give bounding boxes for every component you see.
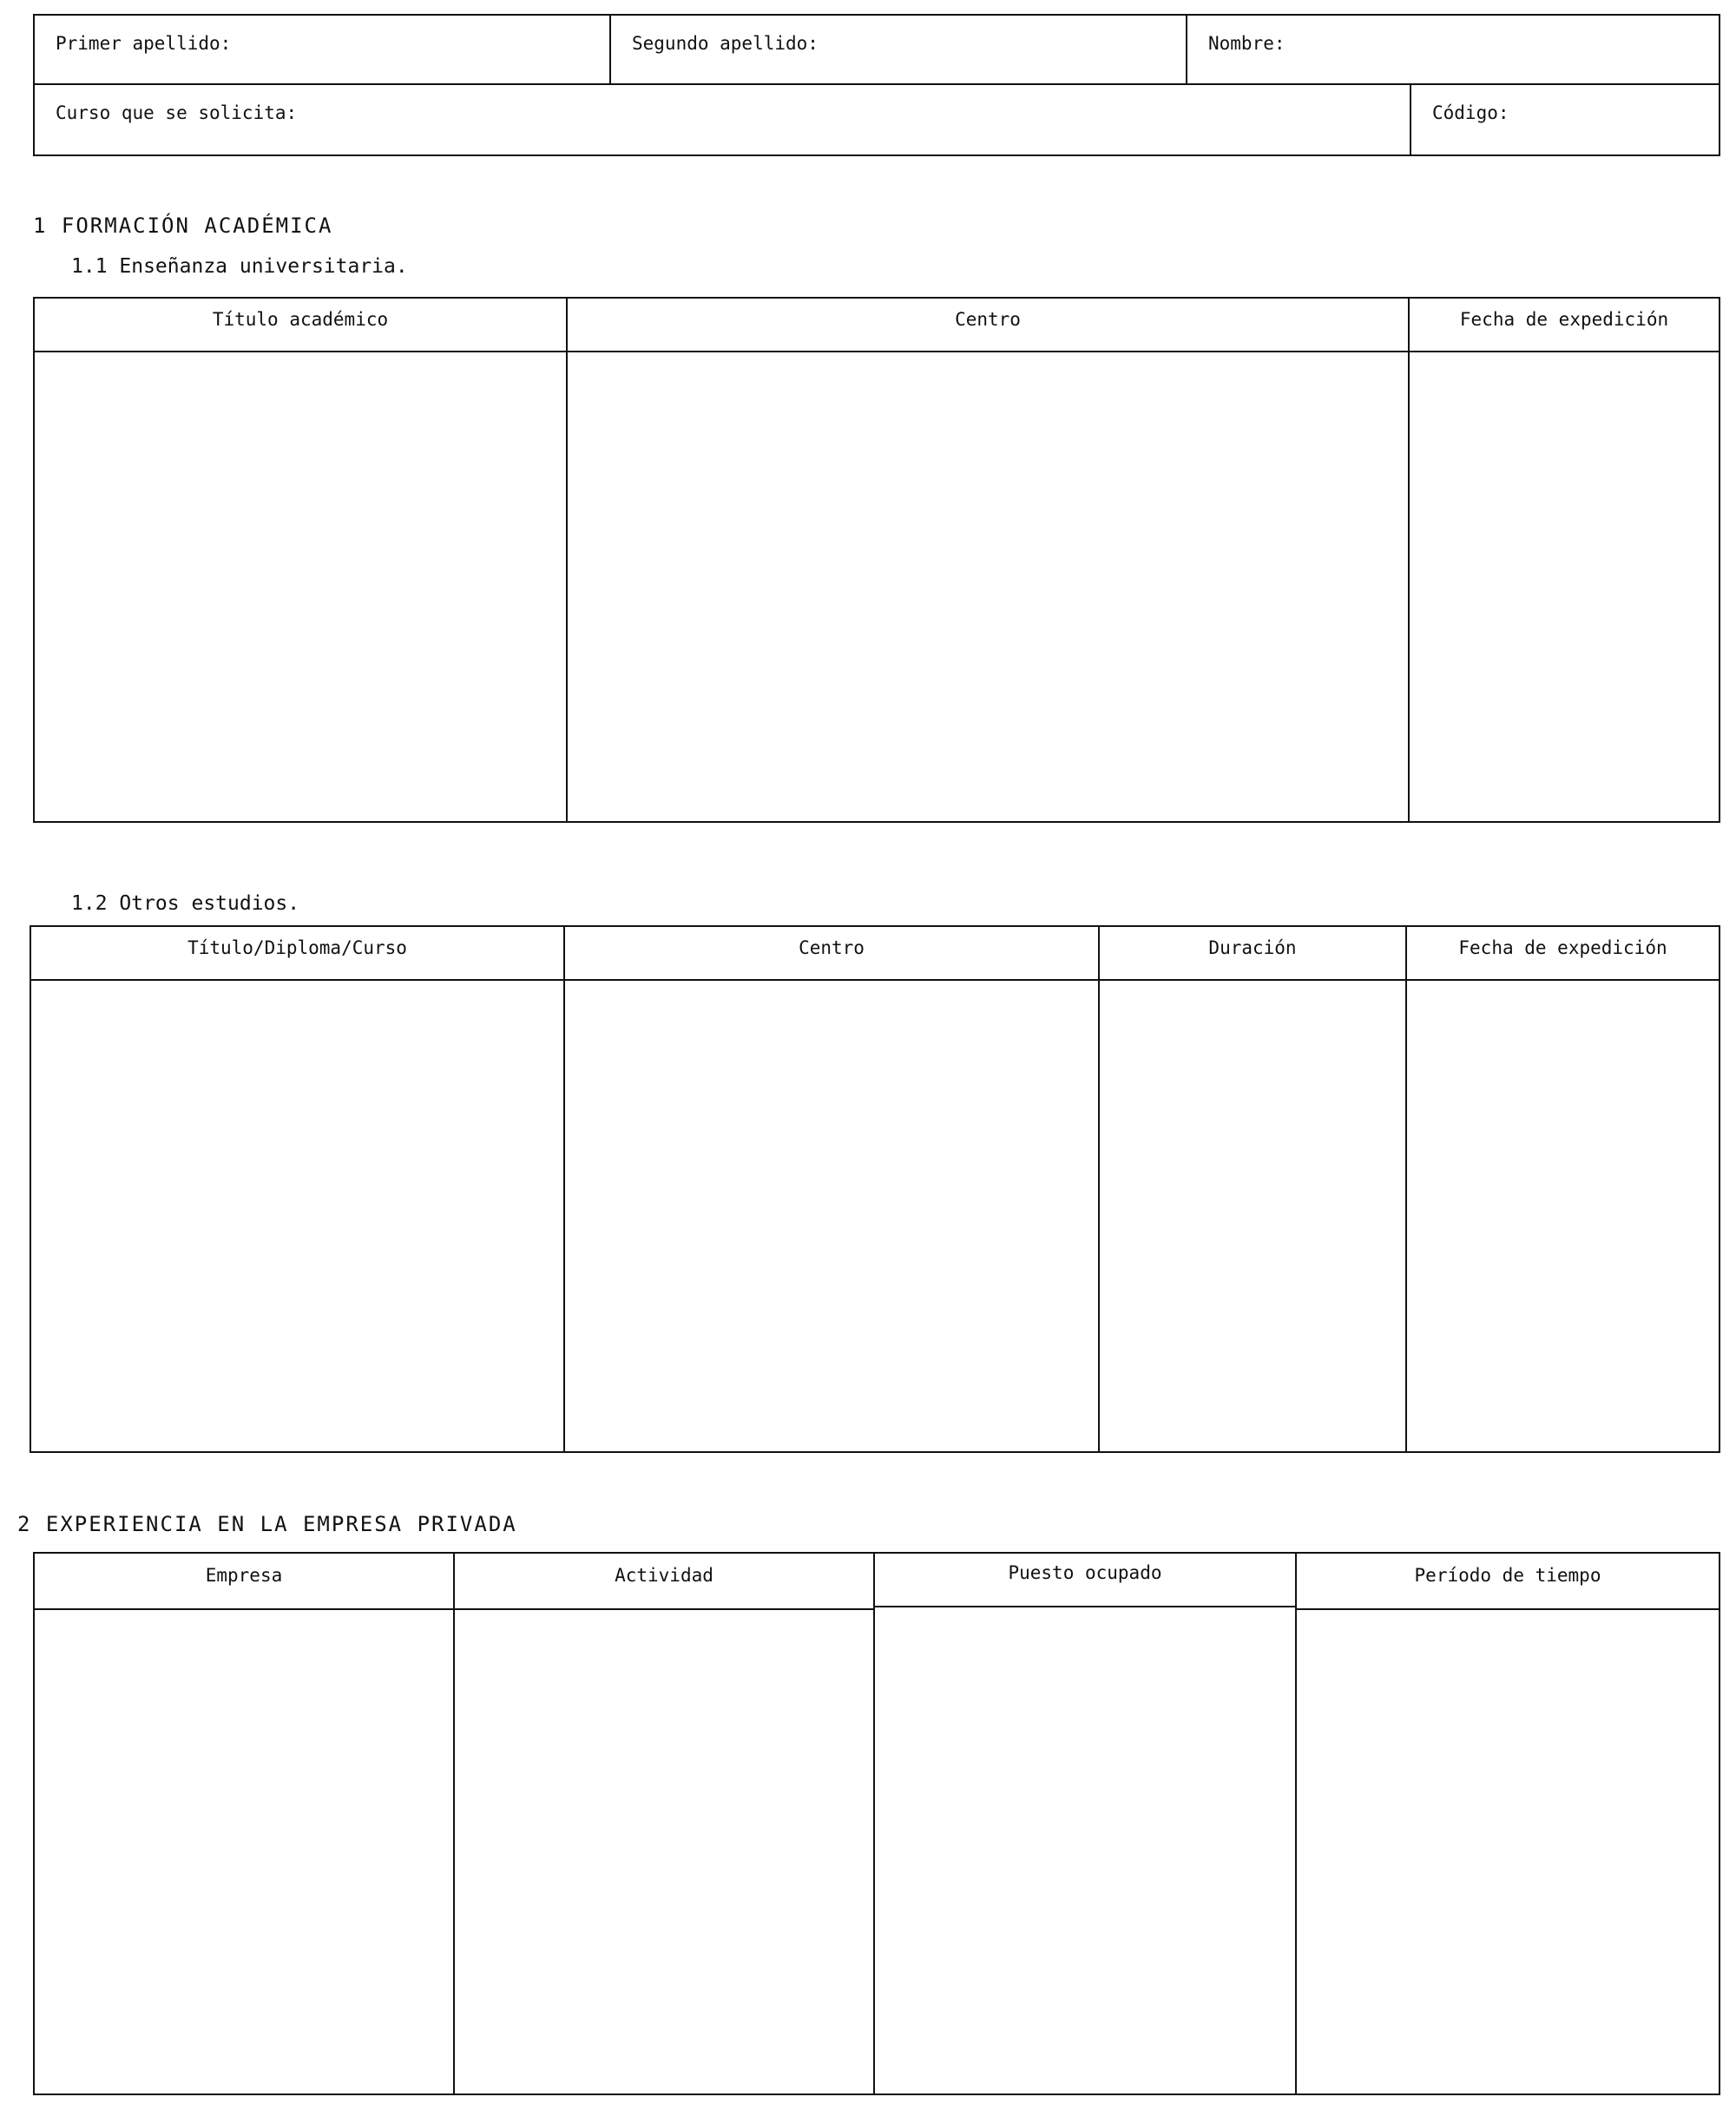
section-1-1-title: 1.1 Enseñanza universitaria. xyxy=(71,255,408,278)
identification-row-names xyxy=(35,16,1719,85)
cell-fecha-expedicion[interactable] xyxy=(1410,340,1719,821)
table-ensenanza-universitaria xyxy=(33,297,1720,823)
column-titulo-academico xyxy=(35,299,568,821)
cell-centro[interactable] xyxy=(565,969,1098,1451)
codigo-field[interactable] xyxy=(1411,85,1719,154)
header-duracion: Duración xyxy=(1100,927,1405,981)
header-centro: Centro xyxy=(565,927,1098,981)
segundo-apellido-label: Segundo apellido: xyxy=(632,33,819,54)
identification-box xyxy=(33,14,1720,156)
primer-apellido-label: Primer apellido: xyxy=(56,33,232,54)
header-fecha-expedicion: Fecha de expedición xyxy=(1407,927,1719,981)
section-1-title: 1 FORMACIÓN ACADÉMICA xyxy=(33,214,333,238)
header-puesto-ocupado: Puesto ocupado xyxy=(875,1554,1295,1607)
column-duracion xyxy=(1100,927,1407,1451)
segundo-apellido-field[interactable] xyxy=(611,16,1187,83)
column-titulo-diploma-curso xyxy=(31,927,565,1451)
header-periodo-tiempo: Período de tiempo xyxy=(1297,1554,1719,1610)
header-titulo-diploma-curso: Título/Diploma/Curso xyxy=(31,927,563,981)
column-centro xyxy=(565,927,1100,1451)
identification-row-course xyxy=(35,85,1719,154)
header-actividad: Actividad xyxy=(455,1554,873,1610)
nombre-label: Nombre: xyxy=(1208,33,1286,54)
table-otros-estudios xyxy=(30,925,1720,1453)
column-puesto-ocupado xyxy=(875,1554,1297,2094)
column-centro xyxy=(568,299,1410,821)
column-fecha-expedicion xyxy=(1407,927,1719,1451)
column-periodo-tiempo xyxy=(1297,1554,1719,2094)
cell-periodo-tiempo[interactable] xyxy=(1297,1597,1719,2094)
nombre-field[interactable] xyxy=(1187,16,1719,83)
cell-empresa[interactable] xyxy=(35,1597,453,2094)
header-titulo-academico: Título académico xyxy=(35,299,566,352)
table-experiencia-empresa-privada xyxy=(33,1552,1720,2095)
column-empresa xyxy=(35,1554,455,2094)
column-actividad xyxy=(455,1554,875,2094)
cell-puesto-ocupado[interactable] xyxy=(875,1597,1295,2094)
cell-titulo-academico[interactable] xyxy=(35,340,566,821)
cell-centro[interactable] xyxy=(568,340,1408,821)
header-empresa: Empresa xyxy=(35,1554,453,1610)
codigo-label: Código: xyxy=(1432,102,1509,123)
primer-apellido-field[interactable] xyxy=(35,16,611,83)
cell-titulo-diploma-curso[interactable] xyxy=(31,969,563,1451)
column-fecha-expedicion xyxy=(1410,299,1719,821)
header-fecha-expedicion: Fecha de expedición xyxy=(1410,299,1719,352)
curso-field[interactable] xyxy=(35,85,1411,154)
cell-fecha-expedicion[interactable] xyxy=(1407,969,1719,1451)
curso-label: Curso que se solicita: xyxy=(56,102,298,123)
section-1-2-title: 1.2 Otros estudios. xyxy=(71,892,300,915)
cell-duracion[interactable] xyxy=(1100,969,1405,1451)
header-centro: Centro xyxy=(568,299,1408,352)
section-2-title: 2 EXPERIENCIA EN LA EMPRESA PRIVADA xyxy=(17,1512,517,1536)
cell-actividad[interactable] xyxy=(455,1597,873,2094)
